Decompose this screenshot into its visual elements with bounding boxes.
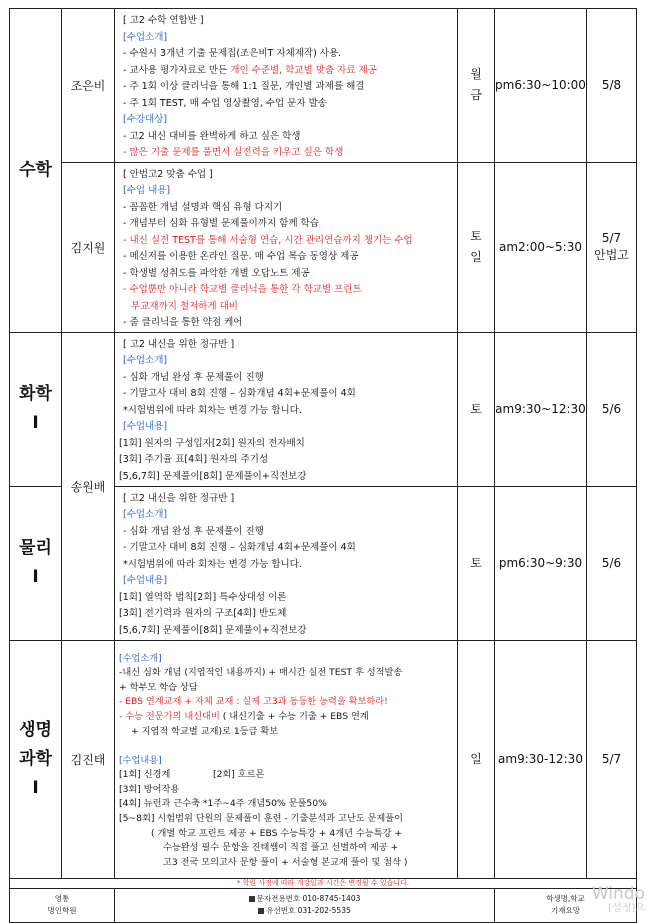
start-date-cell: 5/6: [587, 332, 637, 486]
academy-name: 영통 명인학원: [10, 888, 115, 922]
footer-row: [10, 888, 637, 922]
course-description: [ 고2 내신을 위한 정규반 ] [수업소개] - 심화 개념 완성 후 문제풀이 진행 - 기말고사 대비 8회 진행 – 심화개념 4회+문제풀이 4회 *시험범위에 따라 회차는 변경 가능 합니다. [수업내용] [1회] 원자의 구성입자[2회] 원자의 전자배치 [3회] 주기율 표[4회] 원자의 주기성 [5,6,7회] 문제풀이[8회] 문제풀이+직전보강: [115, 332, 458, 486]
start-date-cell: 5/7 안법고: [587, 162, 637, 332]
day-cell: 토: [458, 332, 495, 486]
time-cell: am2:00~5:30: [495, 162, 587, 332]
session-pair: [1회] 열역학 법칙[2회] 특수상대성 이론: [119, 591, 287, 603]
contact-numbers: 문자전용번호 010-8745-1403 유선번호 031-202-5535: [115, 888, 495, 922]
start-date-cell: 5/6: [587, 486, 637, 640]
time-cell: pm6:30~9:30: [495, 486, 587, 640]
course-description: [수업소개] -내신 심화 개념 (지엽적인 내용까지) + 매시간 실전 TEST 후 성적발송 + 학부모 학습 상담 - EBS 연계교재 + 자체 교재 : 실제 고3과 동등한 능력을 확보하라! - 수능 전문가의 내신대비 ( 내신기출 + 수능 기출 + EBS 연계 + 지엽적 학교별 교재)로 1등급 확보 [수업내용] [1회] 신경계 [2회] 호르몬 [3회] 방어작용 [4회] 뉴런과 근수축 *1주~4주 개념50% 문풀50% [5~8회] 시험범위 단원의 문제풀이 훈련 - 기출분석과 고난도 문제풀이 ( 개별 학교 프린트 제공 + EBS 수능특강 + 4개년 수능특강 + 수능완성 필수 문항을 진태쌤이 직접 풀고 선별하여 제공 + 고3 전국 모의고사 문항 풀이 + 서술형 본교재 풀이 및 첨삭 ): [115, 640, 458, 878]
day-cell: 월 금: [458, 9, 495, 163]
course-row-math-2: [10, 162, 637, 332]
session-pair: [3회] 주기율 표[4회] 원자의 주기성: [119, 454, 269, 466]
start-date-cell: 5/7: [587, 640, 637, 878]
course-row-chemistry: [10, 332, 637, 486]
notice-row: [10, 878, 637, 888]
phone-icon: [258, 908, 264, 914]
start-date-cell: 5/8: [587, 9, 637, 163]
session-pair: [5,6,7회] 문제풀이[8회] 문제풀이+직전보강: [119, 624, 307, 636]
session-pair: [5,6,7회] 문제풀이[8회] 문제풀이+직전보강: [119, 470, 307, 482]
course-row-math-1: [10, 9, 637, 163]
subject-chemistry: 화학 I: [10, 332, 62, 486]
course-row-biology: [10, 640, 637, 878]
course-description: [ 고2 수학 연합반 ] [수업소개] - 수원시 3개년 기출 문제집(조은비T 자체제작) 사용. - 교사용 평가자료로 만든 개인 수준별, 학교별 맞춤 자료 제공 - 주 1회 이상 클리닉을 통해 1:1 질문, 개인별 과제를 해결 - 주 1회 TEST, 매 수업 영상촬영, 수업 문자 발송 [수강대상] - 고2 내신 대비를 완벽하게 하고 싶은 학생 - 많은 기출 문제를 풀면서 실전력을 키우고 싶은 학생: [115, 9, 458, 163]
time-cell: am9:30~12:30: [495, 332, 587, 486]
teacher-cell: 송원배: [62, 332, 115, 640]
time-cell: pm6:30~10:00: [495, 9, 587, 163]
day-cell: 일: [458, 640, 495, 878]
phone-icon: [249, 896, 255, 902]
day-cell: 토: [458, 486, 495, 640]
subject-math: 수학: [10, 9, 62, 333]
session-pair: [1회] 원자의 구성입자[2회] 원자의 전자배치: [119, 437, 305, 449]
student-info-request: 학생명,학교 기재요망: [495, 888, 637, 922]
teacher-cell: 김지원: [62, 162, 115, 332]
subject-biology: 생명 과학 I: [10, 640, 62, 878]
schedule-table: [9, 8, 637, 923]
course-description: [ 고2 내신을 위한 정규반 ] [수업소개] - 심화 개념 완성 후 문제풀이 진행 - 기말고사 대비 8회 진행 – 심화개념 4회+문제풀이 4회 *시험범위에 따라 회차는 변경 가능 합니다. [수업내용] [1회] 열역학 법칙[2회] 특수상대성 이론 [3회] 전기력과 원자의 구조[4회] 반도체 [5,6,7회] 문제풀이[8회] 문제풀이+직전보강: [115, 486, 458, 640]
schedule-change-notice: * 학원 사정에 따라 개강일과 시간은 변경될 수 있습니다.: [10, 878, 637, 888]
subject-physics: 물리 I: [10, 486, 62, 640]
teacher-cell: 김진태: [62, 640, 115, 878]
course-description: [ 안법고2 맞춤 수업 ] [수업 내용] - 꼼꼼한 개념 설명과 핵심 유형 다지기 - 개념부터 심화 유형별 문제풀이까지 함께 학습 - 내신 실전 TEST를 통해 서술형 연습, 시간 관리연습까지 챙기는 수업 - 메신저를 이용한 온라인 질문. 매 수업 복습 동영상 제공 - 학생별 성취도를 파악한 개별 오답노트 제공 - 수업뿐만 아니라 학교별 클리닉을 통한 각 학교별 프린트 부교재까지 철저하게 대비 - 줌 클리닉을 통한 약점 케어: [115, 162, 458, 332]
os-activation-watermark: Windo [설정]으: [591, 884, 645, 914]
teacher-cell: 조은비: [62, 9, 115, 163]
session-pair: [3회] 전기력과 원자의 구조[4회] 반도체: [119, 608, 287, 620]
time-cell: am9:30-12:30: [495, 640, 587, 878]
day-cell: 토 일: [458, 162, 495, 332]
